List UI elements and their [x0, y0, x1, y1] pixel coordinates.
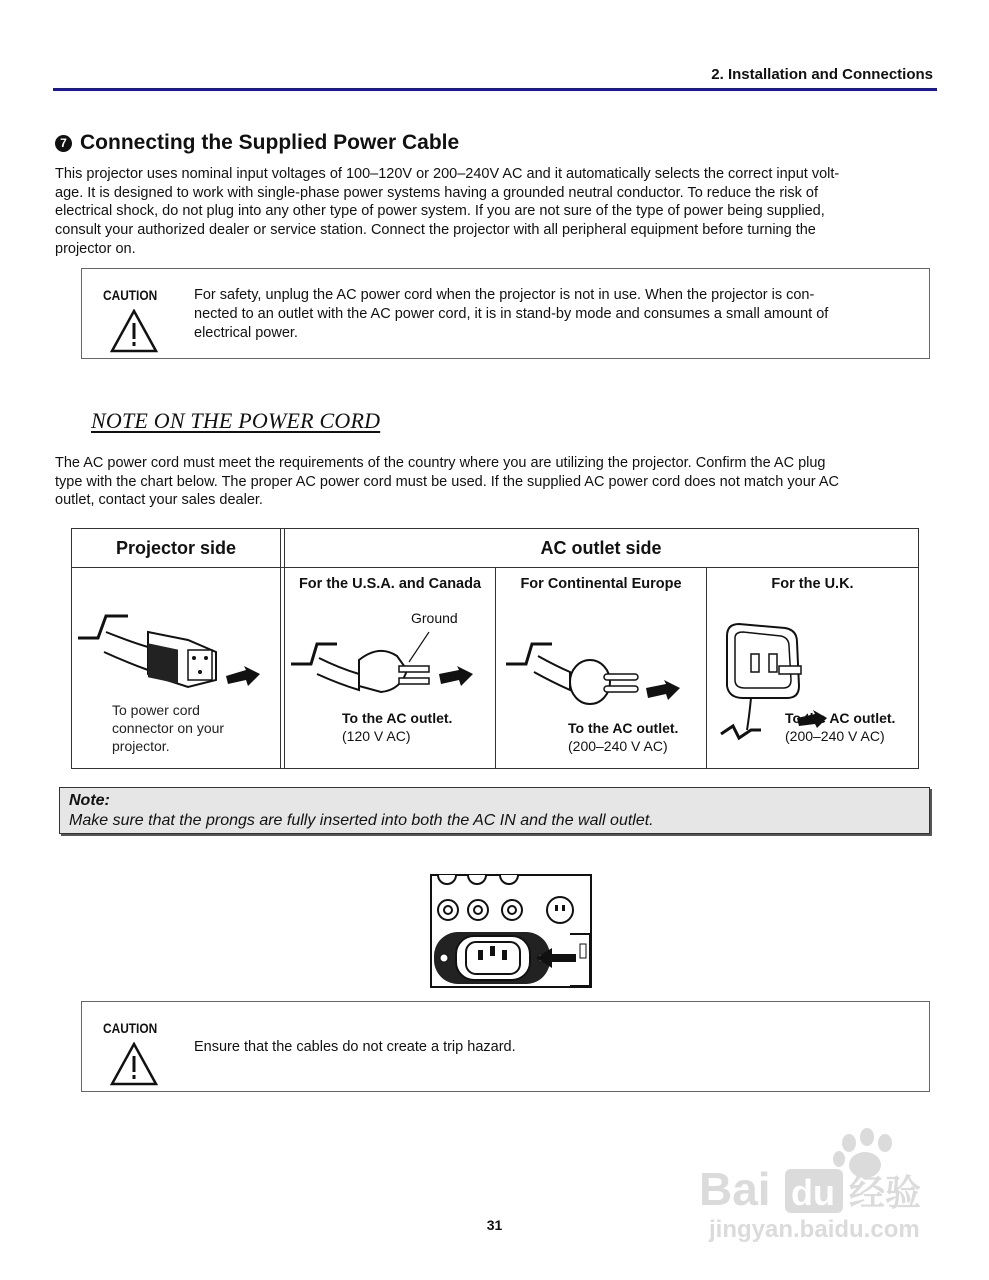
usa-caption-text: To the AC outlet. — [342, 710, 453, 726]
projector-side-header: Projector side — [115, 538, 237, 558]
svg-text:jingyan.baidu.com: jingyan.baidu.com — [709, 1216, 920, 1243]
europe-title: For Continental Europe — [520, 576, 682, 592]
svg-text:du: du — [791, 1172, 835, 1213]
europe-caption-text: To the AC outlet. — [568, 720, 679, 736]
ground-label: Ground — [411, 610, 458, 626]
caution-text — [194, 286, 921, 343]
caution-line: For safety, unplug the AC power cord when the projector is not in use. When the projector is con- — [194, 287, 815, 303]
power-cord-line: type with the chart below. The proper AC power cord must be used. If the supplied AC power cord does not match your AC — [55, 473, 839, 490]
usa-caption — [342, 709, 452, 745]
section-number-badge: 7 — [55, 135, 72, 152]
caution-line: nected to an outlet with the AC power cord, it is in stand-by mode and consumes a small amount of — [194, 306, 829, 322]
caution-box-safety — [81, 268, 930, 359]
projector-caption-line: connector on your — [112, 720, 225, 736]
warning-triangle-icon — [110, 1042, 158, 1086]
uk-title: For the U.K. — [771, 576, 854, 592]
note-text: Make sure that the prongs are fully inserted into both the AC IN and the wall outlet. — [69, 812, 654, 829]
intro-line: electrical shock, do not plug into any other type of power system. If you are not sure of the type of power being supplied, — [55, 203, 825, 220]
note-box — [59, 787, 930, 834]
projector-caption-line: To power cord — [112, 702, 200, 718]
svg-text:Bai: Bai — [699, 1163, 771, 1215]
usa-voltage: (120 V AC) — [342, 728, 411, 744]
header-rule — [53, 88, 937, 91]
running-header: 2. Installation and Connections — [711, 66, 933, 83]
projector-caption — [112, 701, 224, 755]
power-cord-note-heading: NOTE ON THE POWER CORD — [91, 408, 381, 433]
caution-label: CAUTION — [103, 287, 158, 303]
europe-voltage: (200–240 V AC) — [568, 738, 668, 754]
plug-type-table — [71, 528, 919, 769]
intro-line: age. It is designed to work with single-phase power systems having a grounded neutral conductor. To reduce the risk of — [55, 184, 819, 201]
uk-caption-text: To the AC outlet. — [785, 710, 896, 726]
uk-caption — [785, 709, 895, 745]
projector-caption-line: projector. — [112, 738, 170, 754]
europe-caption — [568, 719, 678, 755]
continental-europe-cell — [496, 568, 706, 768]
uk-cell — [707, 568, 918, 768]
intro-line: consult your authorized dealer or service station. Connect the projector with all peripheral equipment before turning the — [55, 222, 816, 239]
baidu-watermark-logo — [699, 1125, 929, 1245]
usa-canada-title: For the U.S.A. and Canada — [298, 576, 482, 592]
uk-voltage: (200–240 V AC) — [785, 728, 885, 744]
outlet-side-header: AC outlet side — [540, 538, 662, 558]
intro-line: projector on. — [55, 240, 136, 257]
intro-line: This projector uses nominal input voltages of 100–120V or 200–240V AC and it automatically selects the correct input volt- — [55, 166, 840, 182]
caution-box-trip-hazard — [81, 1001, 930, 1092]
warning-triangle-icon — [110, 309, 158, 353]
iec-connector-illustration-icon — [76, 602, 266, 702]
caution-label: CAUTION — [103, 1020, 158, 1036]
caution-text: Ensure that the cables do not create a trip hazard. — [194, 1039, 516, 1055]
svg-text:经验: 经验 — [849, 1173, 922, 1214]
note-title: Note: — [69, 792, 110, 809]
power-cord-line: outlet, contact your sales dealer. — [55, 492, 263, 509]
usa-canada-cell — [285, 568, 495, 768]
table-rule — [280, 529, 281, 768]
projector-side-cell — [72, 568, 280, 768]
ac-in-panel-illustration-icon — [430, 874, 592, 988]
usa-plug-illustration-icon — [289, 626, 489, 706]
section-title-text: Connecting the Supplied Power Cable — [80, 131, 460, 154]
power-cord-paragraph — [55, 454, 935, 510]
caution-line: electrical power. — [194, 325, 298, 341]
section-title — [55, 131, 459, 155]
europe-plug-illustration-icon — [504, 630, 702, 710]
power-cord-line: The AC power cord must meet the requirements of the country where you are utilizing the projector. Confirm the AC plug — [55, 455, 826, 471]
page-number: 31 — [486, 1217, 503, 1233]
intro-paragraph — [55, 165, 935, 259]
